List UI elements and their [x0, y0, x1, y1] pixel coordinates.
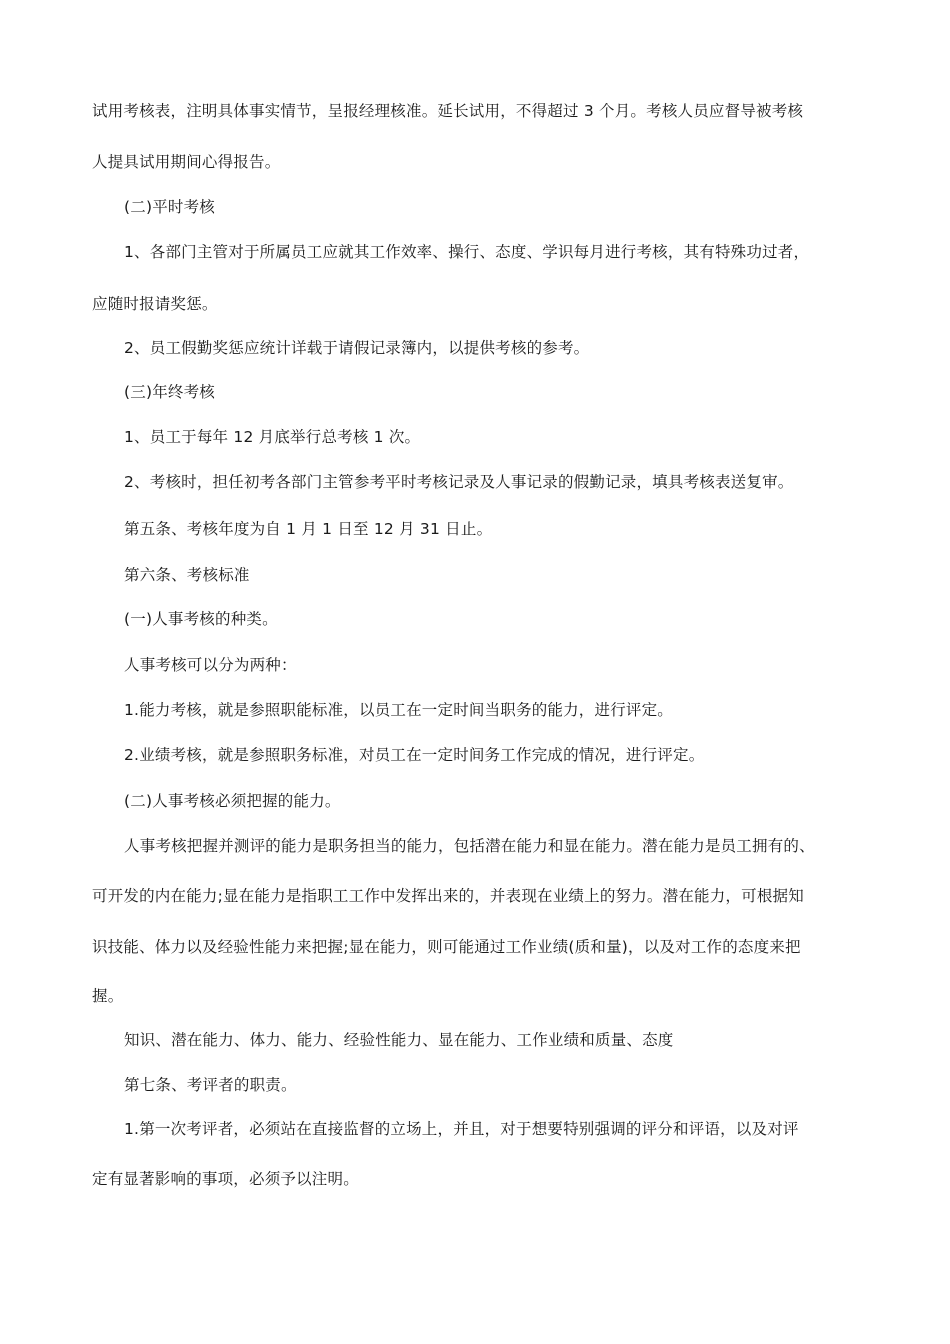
paragraph-line: 握。 [92, 987, 124, 1005]
section-heading: (一)人事考核的种类。 [124, 610, 278, 628]
paragraph-line: 1、员工于每年 12 月底举行总考核 1 次。 [124, 428, 421, 446]
section-heading: (二)人事考核必须把握的能力。 [124, 792, 341, 810]
paragraph-line: 人提具试用期间心得报告。 [92, 153, 281, 171]
article-heading: 第七条、考评者的职责。 [124, 1076, 297, 1094]
paragraph-line: 应随时报请奖惩。 [92, 295, 218, 313]
article-heading: 第五条、考核年度为自 1 月 1 日至 12 月 31 日止。 [124, 520, 493, 538]
paragraph-line: 1.第一次考评者，必须站在直接监督的立场上，并且，对于想要特别强调的评分和评语，以及对评 [124, 1120, 799, 1138]
paragraph-line: 2、员工假勤奖惩应统计详载于请假记录簿内，以提供考核的参考。 [124, 339, 590, 357]
section-heading: (二)平时考核 [124, 198, 215, 216]
paragraph-line: 试用考核表，注明具体事实情节，呈报经理核准。延长试用，不得超过 3 个月。考核人员应督导被考核 [92, 102, 804, 120]
paragraph-line: 1.能力考核，就是参照职能标准，以员工在一定时间当职务的能力，进行评定。 [124, 701, 673, 719]
paragraph-line: 识技能、体力以及经验性能力来把握;显在能力，则可能通过工作业绩(质和量)，以及对工作的态度来把 [92, 938, 801, 956]
paragraph-line: 2.业绩考核，就是参照职务标准，对员工在一定时间务工作完成的情况，进行评定。 [124, 746, 705, 764]
section-heading: (三)年终考核 [124, 383, 215, 401]
paragraph-line: 1、各部门主管对于所属员工应就其工作效率、操行、态度、学识每月进行考核，其有特殊功过者， [124, 243, 810, 261]
paragraph-line: 2、考核时，担任初考各部门主管参考平时考核记录及人事记录的假勤记录，填具考核表送复审。 [124, 473, 794, 491]
paragraph-line: 可开发的内在能力;显在能力是指职工工作中发挥出来的，并表现在业绩上的努力。潜在能力，可根据知 [92, 887, 804, 905]
article-heading: 第六条、考核标准 [124, 566, 250, 584]
paragraph-line: 人事考核可以分为两种： [124, 656, 297, 674]
paragraph-line: 人事考核把握并测评的能力是职务担当的能力，包括潜在能力和显在能力。潜在能力是员工拥有的、 [124, 837, 815, 855]
paragraph-line: 知识、潜在能力、体力、能力、经验性能力、显在能力、工作业绩和质量、态度 [124, 1031, 674, 1049]
paragraph-line: 定有显著影响的事项，必须予以注明。 [92, 1170, 359, 1188]
